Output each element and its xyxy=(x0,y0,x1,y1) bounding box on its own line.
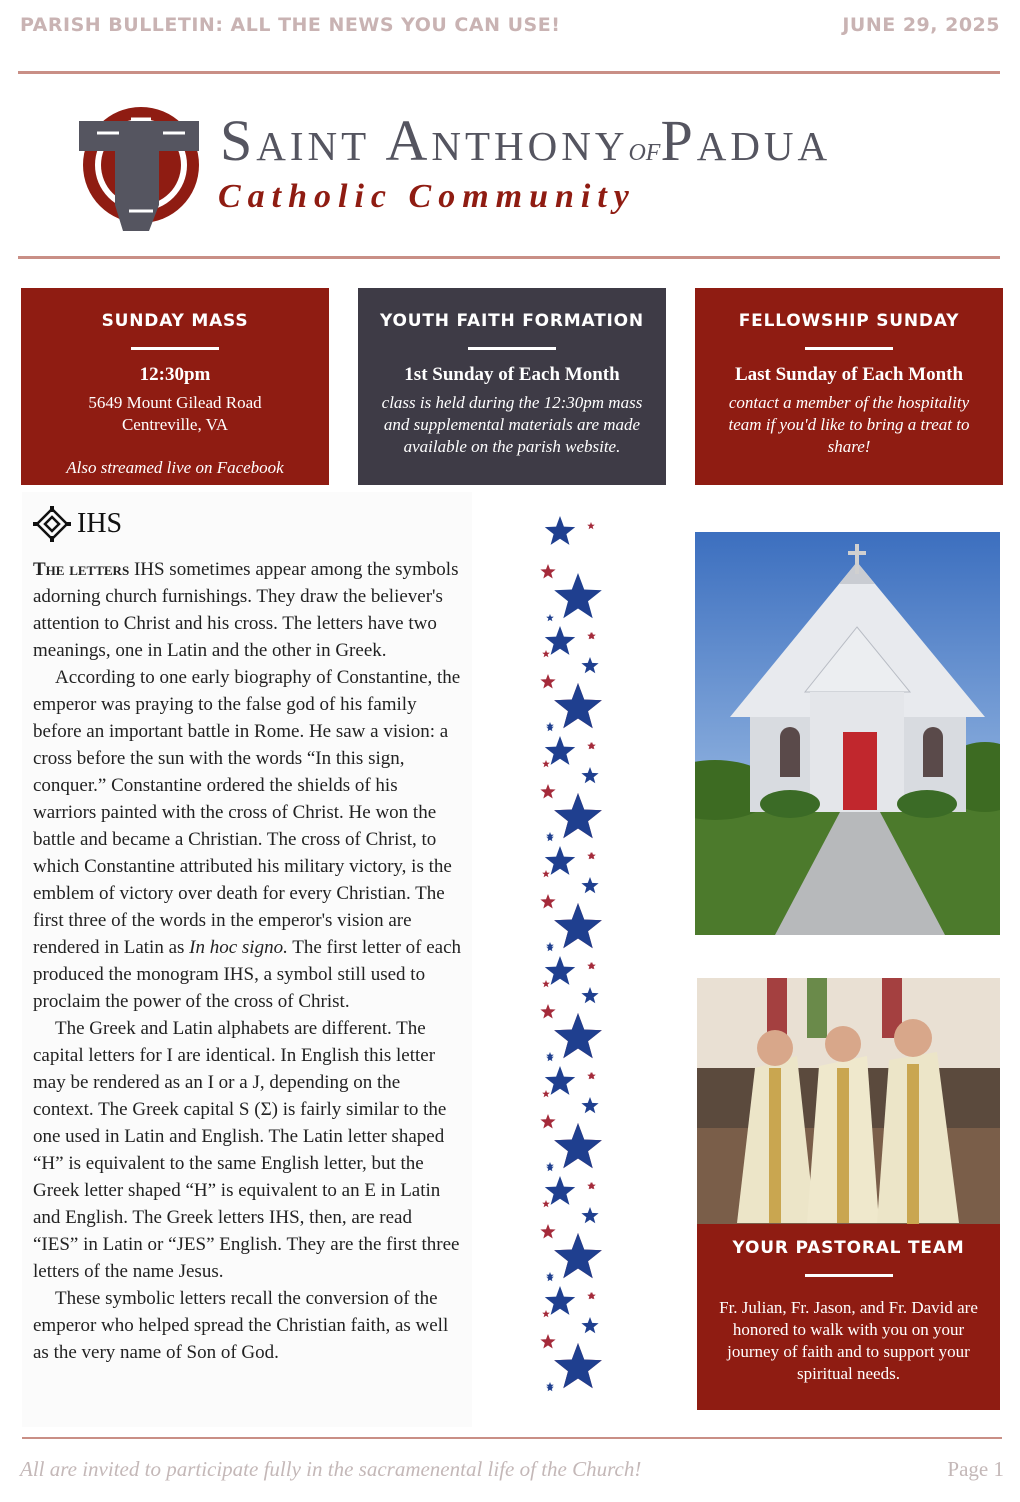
ihs-emblem-icon xyxy=(33,506,71,542)
star-shape xyxy=(546,614,554,621)
card-subtitle: 12:30pm xyxy=(139,364,211,385)
sunday-mass-card xyxy=(21,288,329,485)
fellowship-card xyxy=(695,288,1003,485)
star-shape xyxy=(542,980,550,987)
card-title: YOUR PASTORAL TEAM xyxy=(732,1238,965,1258)
star-shape xyxy=(581,657,598,673)
star-shape xyxy=(545,626,575,655)
star-shape xyxy=(554,1013,602,1058)
star-shape xyxy=(581,1207,598,1223)
star-shape xyxy=(540,1114,555,1129)
star-shape xyxy=(581,877,598,893)
star-shape xyxy=(545,1176,575,1205)
card-body: Fr. Julian, Fr. Jason, and Fr. David are honored to walk with you on your journey of faith and to support your spiritual needs. xyxy=(719,1298,978,1383)
star-shape xyxy=(542,1310,550,1317)
card-body: contact a member of the hospitality team if you'd like to bring a treat to share! xyxy=(728,393,970,456)
star-shape xyxy=(545,516,575,545)
star-shape xyxy=(542,1090,550,1097)
star-shape xyxy=(540,1334,555,1349)
star-shape xyxy=(545,846,575,875)
card-divider xyxy=(468,347,556,350)
card-subtitle: Last Sunday of Each Month xyxy=(734,364,964,385)
bulletin-title: PARISH BULLETIN: ALL THE NEWS YOU CAN USE! xyxy=(20,14,561,36)
card-subtitle: 1st Sunday of Each Month xyxy=(404,364,620,385)
card-body: class is held during the 12:30pm mass and supplemental materials are made available on the parish website. xyxy=(381,393,643,456)
article-heading xyxy=(33,506,462,542)
parish-subtitle: Catholic Community xyxy=(218,178,636,215)
card-divider xyxy=(805,347,893,350)
divider xyxy=(22,1437,1002,1439)
star-shape xyxy=(554,683,602,728)
star-shape xyxy=(540,1004,555,1019)
card-divider xyxy=(131,347,219,350)
star-shape xyxy=(545,736,575,765)
pastoral-team-card xyxy=(697,1224,1000,1410)
card-title: YOUTH FAITH FORMATION xyxy=(380,311,644,331)
article-paragraph: The Greek and Latin alphabets are different. The capital letters for I are identical. In English this letter may be rendered as an I or a J, depending on the context. The Greek capital S (Σ) is fairly similar to the one used in Latin and English. The Latin letter shaped “H” is equivalent to the same English letter, but the Greek letter shaped “H” is equivalent to an E in Latin and English. The Greek letters IHS, then, are read “IES” in Latin or “JES” English. They are the first three letters of the name Jesus. xyxy=(33,1018,460,1282)
star-shape xyxy=(540,784,555,799)
star-shape xyxy=(581,1317,598,1333)
card-divider xyxy=(805,1274,893,1277)
star-shape xyxy=(554,573,602,618)
star-shape xyxy=(554,793,602,838)
star-shape xyxy=(540,674,555,689)
star-shape xyxy=(554,1123,602,1168)
star-shape xyxy=(540,564,555,579)
divider xyxy=(18,256,1000,259)
article-paragraph: These symbolic letters recall the conversion of the emperor who helped spread the Christian faith, as well as the very name of Son of God. xyxy=(33,1288,449,1363)
article-paragraph: The letters IHS sometimes appear among the symbols adorning church furnishings. They draw the believer's attention to Christ and his cross. The letters have two meanings, one in Latin and the other in Greek. xyxy=(33,559,459,661)
mass-address-line: 5649 Mount Gilead Road xyxy=(88,393,262,412)
star-shape xyxy=(540,1224,555,1239)
star-shape xyxy=(545,956,575,985)
card-title: SUNDAY MASS xyxy=(101,311,249,331)
star-shape xyxy=(554,1343,602,1388)
streaming-note: Also streamed live on Facebook xyxy=(66,458,284,477)
star-shape xyxy=(581,1097,598,1113)
star-shape xyxy=(542,760,550,767)
star-shape xyxy=(542,650,550,657)
youth-faith-card xyxy=(358,288,666,485)
star-shape xyxy=(542,1200,550,1207)
parish-name: Saint AnthonyofPadua xyxy=(220,108,832,173)
star-shape xyxy=(581,767,598,783)
ihs-article xyxy=(22,492,472,1427)
article-title: IHS xyxy=(77,508,123,539)
footer-tagline: All are invited to participate fully in the sacramenental life of the Church! xyxy=(20,1457,642,1481)
star-shape xyxy=(545,1286,575,1315)
star-shape xyxy=(587,522,595,529)
card-title: FELLOWSHIP SUNDAY xyxy=(738,311,960,331)
star-shape xyxy=(542,870,550,877)
star-shape xyxy=(545,1066,575,1095)
mass-city-line: Centreville, VA xyxy=(121,415,229,434)
star-shape xyxy=(540,894,555,909)
church-photo xyxy=(695,532,1000,935)
stars-decoration xyxy=(536,510,610,1400)
bulletin-date: JUNE 29, 2025 xyxy=(842,14,1000,36)
divider xyxy=(18,71,1000,74)
page-number: Page 1 xyxy=(947,1457,1004,1481)
article-body xyxy=(33,556,462,1366)
star-shape xyxy=(554,903,602,948)
article-paragraph: According to one early biography of Constantine, the emperor was praying to the false god of his family before an important battle in Rome. He saw a vision: a cross before the sun with the words “In this sign, conquer.” Constantine ordered the shields of his warriors painted with the cross of Christ. He won the battle and became a Christian. The cross of Christ, to which Constantine attributed his military victory, is the emblem of victory over death for every Christian. The first three of the words in the emperor's vision are rendered in Latin as In hoc signo. The first letter of each produced the monogram IHS, a symbol still used to proclaim the power of the cross of Christ. xyxy=(33,667,462,1012)
parish-logo-icon xyxy=(75,93,203,233)
pastoral-team-photo xyxy=(697,978,1000,1224)
star-shape xyxy=(554,1233,602,1278)
star-shape xyxy=(581,987,598,1003)
